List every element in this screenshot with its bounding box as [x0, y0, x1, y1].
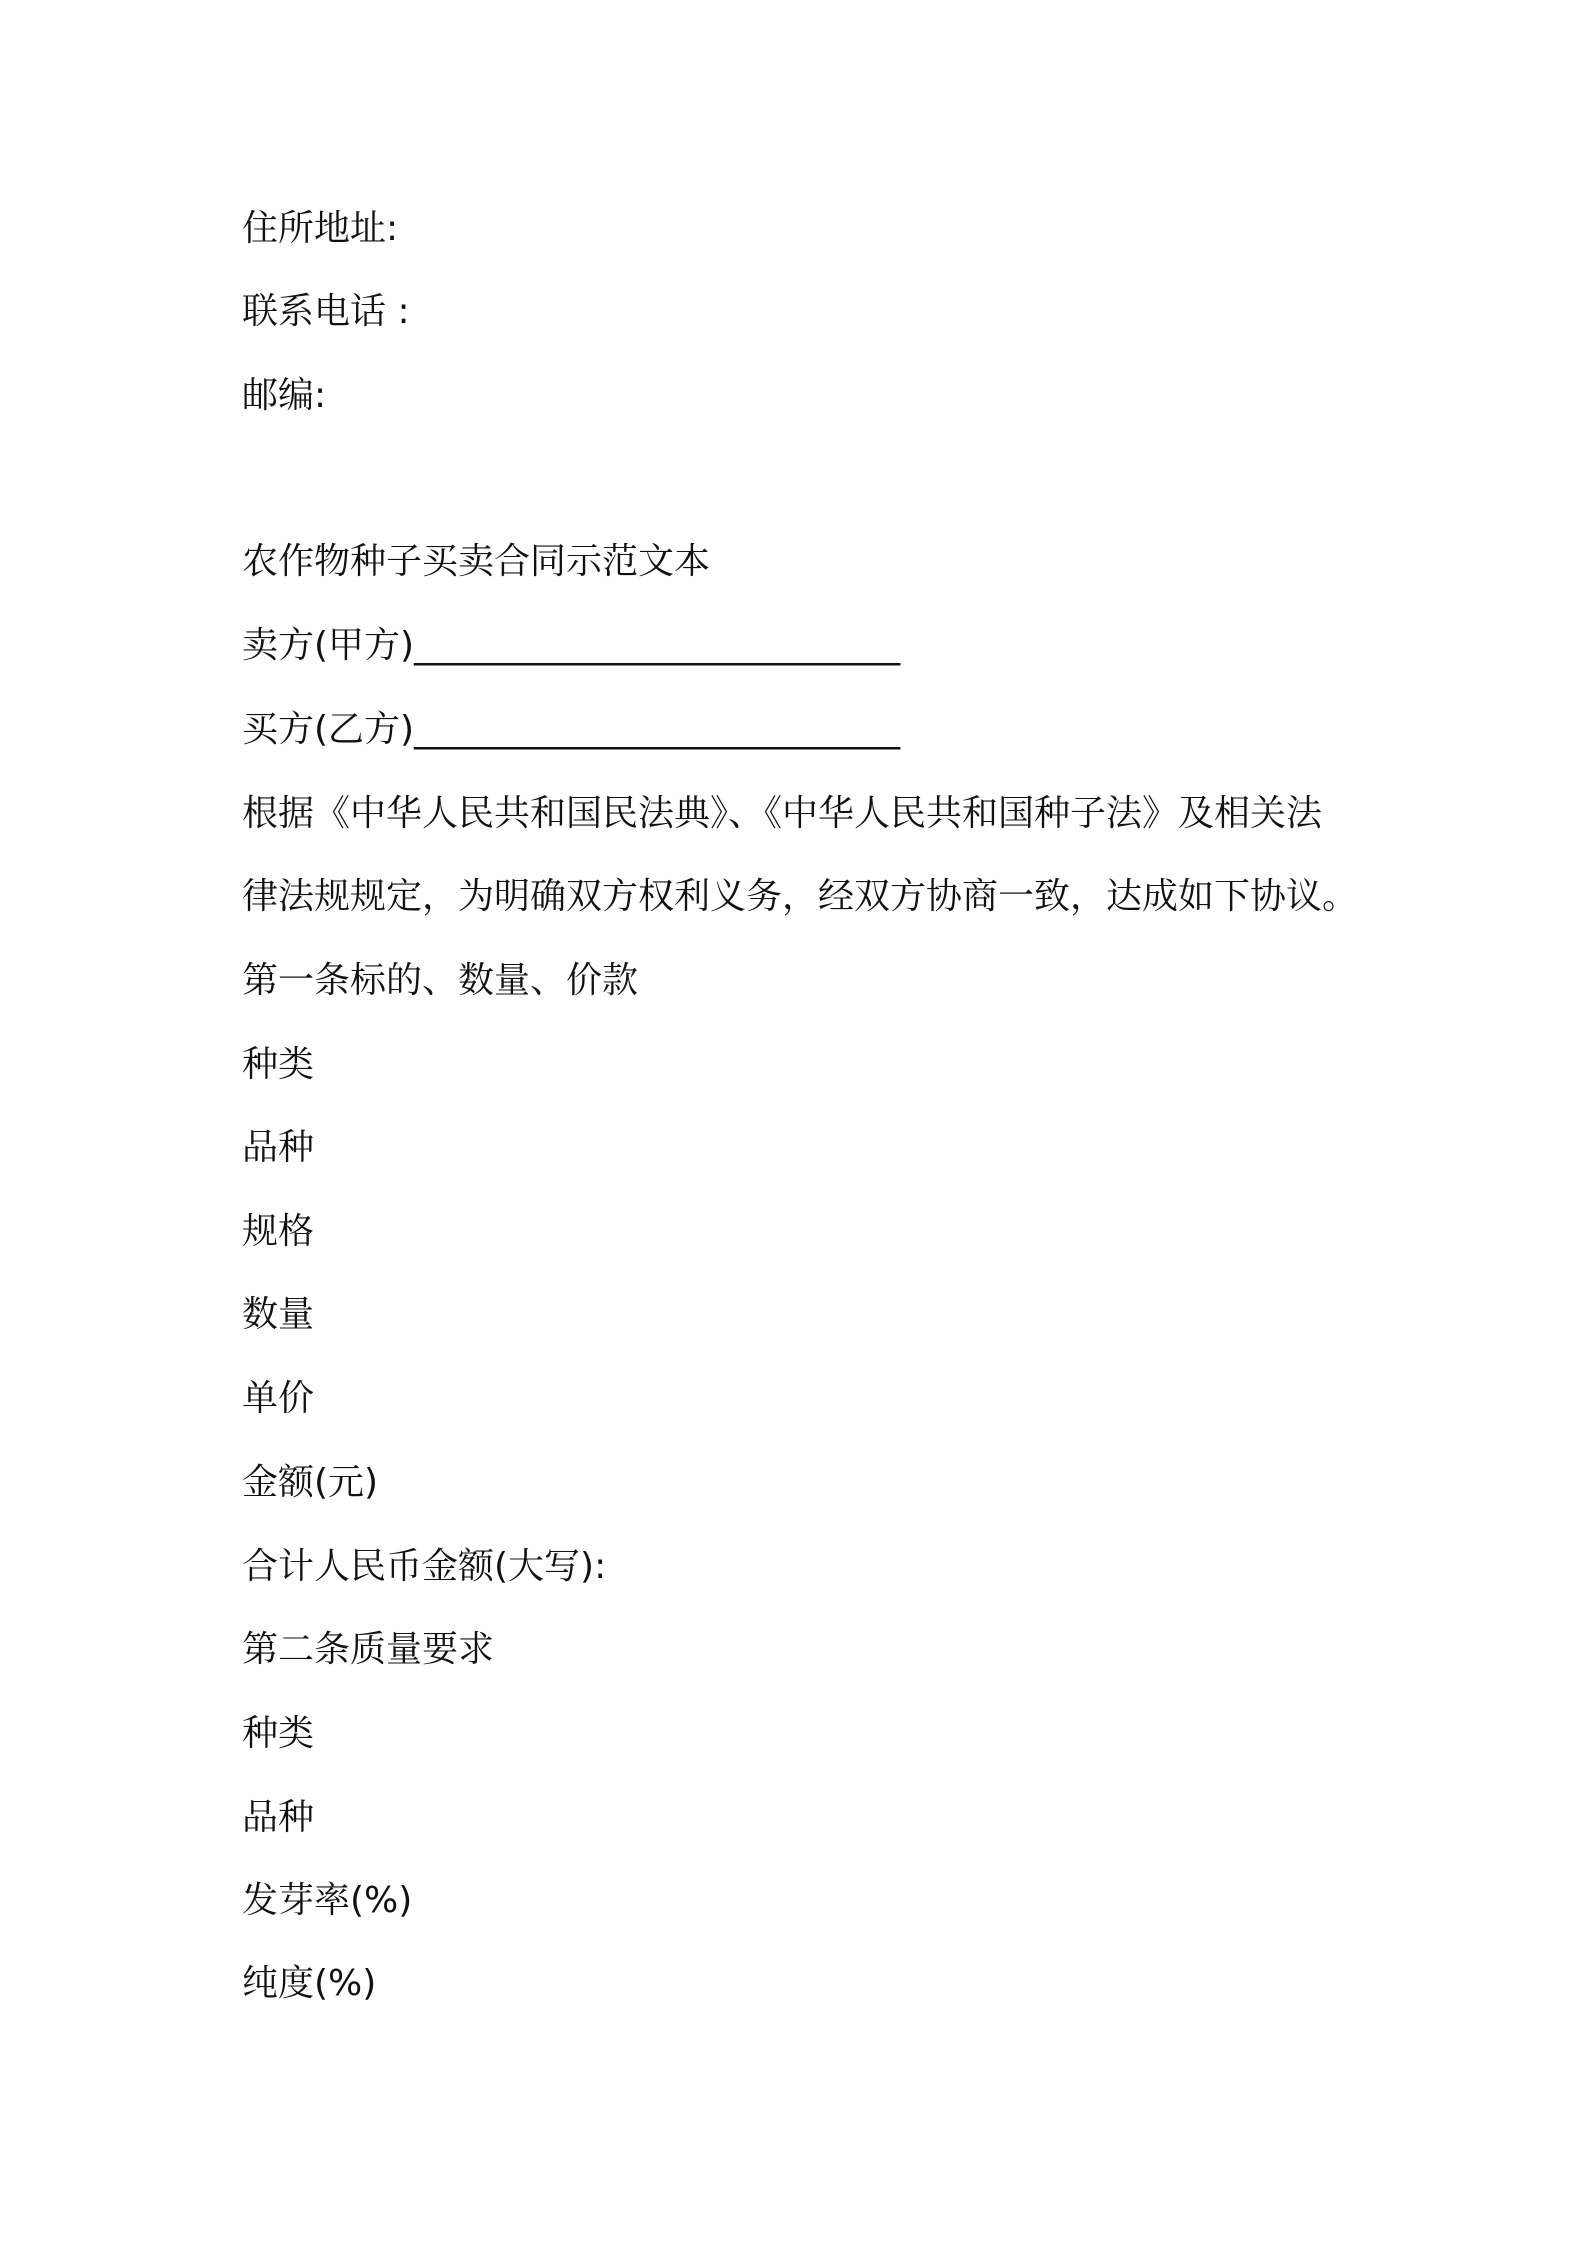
item-category: 种类 — [242, 1044, 315, 1085]
quality-purity: 纯度(%) — [242, 1963, 377, 2004]
article-1-heading: 第一条标的、数量、价款 — [242, 960, 639, 1001]
quality-category: 种类 — [242, 1713, 315, 1754]
buyer-line: 买方(乙方)___________________________ — [242, 709, 901, 750]
total-amount: 合计人民币金额(大写): — [242, 1546, 607, 1587]
postcode-label: 邮编: — [242, 375, 327, 416]
quality-variety: 品种 — [242, 1797, 315, 1838]
preamble-line-2: 律法规规定，为明确双方权利义务，经双方协商一致，达成如下协议。 — [242, 876, 1359, 917]
quality-germination-rate: 发芽率(%) — [242, 1880, 413, 1921]
seller-line: 卖方(甲方)___________________________ — [242, 625, 901, 666]
phone-label: 联系电话 : — [242, 291, 410, 332]
item-quantity: 数量 — [242, 1294, 315, 1335]
address-label: 住所地址: — [242, 208, 399, 249]
article-2-heading: 第二条质量要求 — [242, 1629, 495, 1670]
item-variety: 品种 — [242, 1127, 315, 1168]
preamble-line-1: 根据《中华人民共和国民法典》、《中华人民共和国种子法》及相关法 — [242, 793, 1323, 834]
item-unit-price: 单价 — [242, 1378, 315, 1419]
document-title: 农作物种子买卖合同示范文本 — [242, 541, 711, 582]
item-amount: 金额(元) — [242, 1462, 379, 1503]
item-specification: 规格 — [242, 1211, 315, 1252]
